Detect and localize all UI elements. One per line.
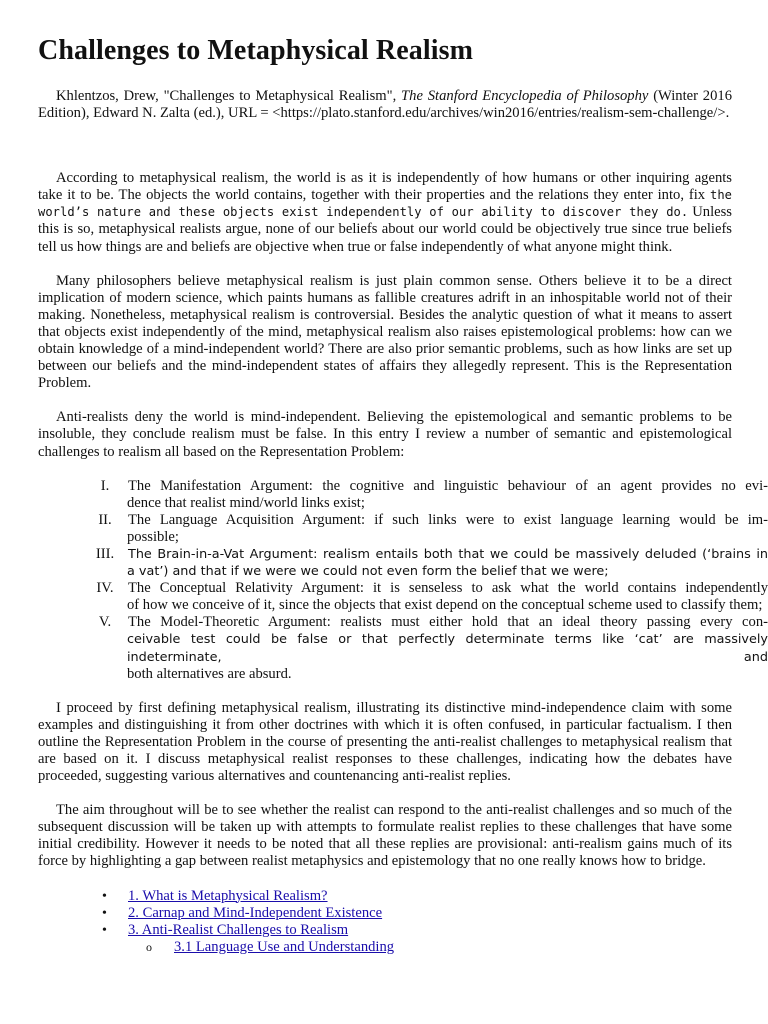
toc-item xyxy=(38,888,732,905)
argument-item xyxy=(82,546,768,580)
argument-list xyxy=(82,478,768,683)
toc-item xyxy=(38,905,732,922)
p1-text-b: the world’s nature and these objects exist independently of our ability to discover they do. xyxy=(38,188,732,220)
body-paragraph-5: The aim throughout will be to see whether the realist can respond to the anti-realist challenges and so much of the subsequent discussion will be taken up with attempts to formulate realist replies to these challenges that have some initial credibility. However it needs to be noted that all these replies are provisional: anti-realism gains much of its force by highlighting a gap between realist metaphysics and epistemology that no one really knows how to bridge. xyxy=(38,802,732,870)
argument-numeral: I. xyxy=(100,477,110,494)
circle-bullet-icon: o xyxy=(146,939,152,954)
argument-numeral: IV. xyxy=(96,580,114,597)
bullet-icon: • xyxy=(102,905,107,921)
citation-author-text: Khlentzos, Drew, "Challenges to Metaphysical Realism", xyxy=(56,88,402,104)
argument-text-continued: both alternatives are absurd. xyxy=(127,665,292,682)
argument-item xyxy=(82,478,768,512)
argument-text: The Brain-in-a-Vat Argument: realism entails both that we could be massively deluded (‘brains in xyxy=(128,546,768,562)
body-paragraph-4: I proceed by first defining metaphysical realism, illustrating its distinctive mind-independence claim with some examples and distinguishing it from other doctrines with which it is often confused, in particular factualism. I then outline the Representation Problem in the course of presenting the anti-realist challenges to metaphysical realism that are based on it. I discuss metaphysical realist responses to these challenges, indicating how the debates have proceeded, suggesting various alternatives and countenancing anti-realist replies. xyxy=(38,699,732,785)
argument-text: The Language Acquisition Argument: if such links were to exist language learning would be im- xyxy=(128,511,768,528)
toc-link-carnap[interactable]: 2. Carnap and Mind-Independent Existence xyxy=(128,904,383,921)
argument-numeral: III. xyxy=(95,545,115,562)
argument-text: The Manifestation Argument: the cognitive and linguistic behaviour of an agent provides no evi- xyxy=(128,477,768,494)
argument-text-continued: a vat’) and that if we were we could not even form the belief that we were; xyxy=(127,564,609,580)
citation-edition-url: (Winter 2016 Edition), Edward N. Zalta (ed.), URL = <https://plato.stanford.edu/archives/win2016/entries/realism-sem-challenge/>. xyxy=(38,88,732,122)
p1-text-c: Unless this is so, metaphysical realists argue, none of our beliefs about our world could be objectively true since true beliefs tell us how things are and beliefs are objective when true or false independently of what anyone might think. xyxy=(38,204,732,255)
argument-item xyxy=(82,512,768,546)
intro-paragraph-1 xyxy=(38,170,732,255)
toc-link-anti-realist-challenges[interactable]: 3. Anti-Realist Challenges to Realism xyxy=(128,921,349,938)
intro-paragraph-2: Many philosophers believe metaphysical realism is just plain common sense. Others believe it to be a direct implication of modern science, which paints humans as fallible creatures adrift in an inhospitable world not of their making. Nonetheless, metaphysical realism is controversial. Besides the analytic question of what it means to assert that objects exist independently of the mind, metaphysical realism also raises epistemological problems: how can we obtain knowledge of a mind-independent world? There are also prior semantic problems, such as how links are set up between our beliefs and the mind-independent states of affairs they allegedly represent. This is the Representation Problem. xyxy=(38,272,732,392)
toc-link-what-is-metaphysical-realism[interactable]: 1. What is Metaphysical Realism? xyxy=(128,887,328,904)
argument-text: The Conceptual Relativity Argument: it is senseless to ask what the world contains independently xyxy=(128,580,768,597)
toc-subitem xyxy=(38,939,732,956)
argument-text: The Model-Theoretic Argument: realists must either hold that an ideal theory passing every con- xyxy=(128,614,768,631)
bullet-icon: • xyxy=(102,922,107,938)
argument-text-continued: possible; xyxy=(127,528,179,545)
toc-item xyxy=(38,922,732,939)
bullet-icon: • xyxy=(102,888,107,904)
argument-text-continued: of how we conceive of it, since the objects that exist depend on the conceptual scheme used to classify them; xyxy=(127,597,763,614)
toc-link-language-use[interactable]: 3.1 Language Use and Understanding xyxy=(174,938,395,955)
citation xyxy=(38,88,732,122)
table-of-contents xyxy=(38,888,732,956)
p1-text-a: According to metaphysical realism, the world is as it is independently of how humans or other inquiring agents take it to be. The objects the world contains, together with their properties and the relations they enter into, fix xyxy=(38,170,732,204)
argument-text-continued: dence that realist mind/world links exist; xyxy=(127,494,365,511)
argument-item xyxy=(82,614,768,682)
page-title: Challenges to Metaphysical Realism xyxy=(38,35,474,66)
argument-text-continued: ceivable test could be false or that perfectly determinate terms like ‘cat’ are massively indeterminate, and xyxy=(127,632,768,665)
intro-paragraph-3: Anti-realists deny the world is mind-independent. Believing the epistemological and semantic problems to be insoluble, they conclude realism must be false. In this entry I review a number of semantic and epistemological challenges to realism all based on the Representation Problem: xyxy=(38,409,732,460)
argument-numeral: V. xyxy=(98,614,112,631)
argument-item xyxy=(82,580,768,614)
citation-journal: The Stanford Encyclopedia of Philosophy xyxy=(401,88,649,104)
argument-numeral: II. xyxy=(98,511,112,528)
